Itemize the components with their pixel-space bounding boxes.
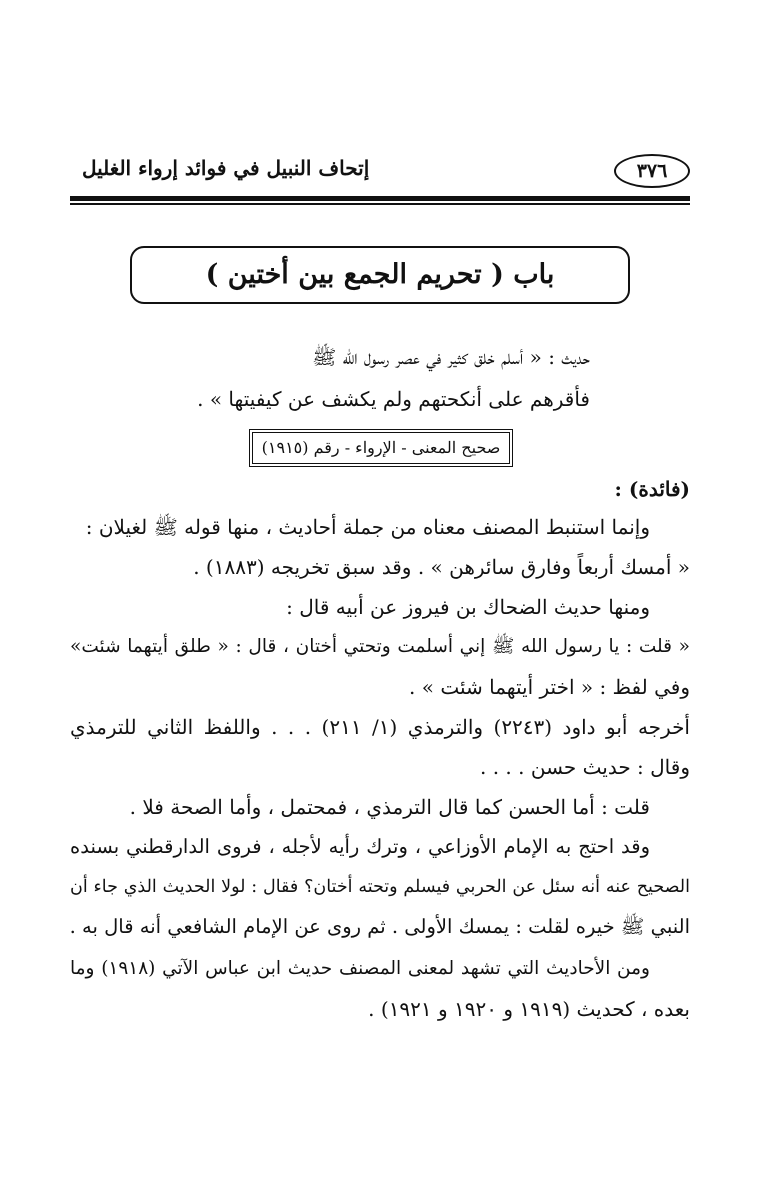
header-rule-thick	[70, 196, 690, 201]
grade-reference-box: صحيح المعنى - الإرواء - رقم (١٩١٥)	[252, 432, 510, 464]
body-line-8: قلت : أما الحسن كما قال الترمذي ، فمحتمل ، وأما الصحة فلا .	[129, 795, 650, 819]
body-line-7: وقال : حديث حسن . . . .	[479, 755, 690, 779]
body-line-12: ومن الأحاديث التي تشهد لمعنى المصنف حديث ابن عباس الآتي (١٩١٨) وما	[70, 958, 650, 979]
body-line-5: وفي لفظ : « اختر أيتهما شئت » .	[409, 675, 690, 699]
chapter-title: باب ( تحريم الجمع بين أختين )	[205, 259, 555, 290]
body-line-13: بعده ، كحديث (١٩١٩ و ١٩٢٠ و ١٩٢١) .	[368, 997, 690, 1021]
header-rule-thin	[70, 203, 690, 205]
body-line-2: « أمسك أربعاً وفارق سائرهن » . وقد سبق تخريجه (١٨٨٣) .	[193, 555, 690, 579]
faida-heading: (فائدة) :	[614, 477, 690, 501]
hadith-line-2: فأقرهم على أنكحتهم ولم يكشف عن كيفيتها » .	[197, 387, 590, 411]
body-line-10: الصحيح عنه أنه سئل عن الحربي فيسلم وتحته أختان؟ فقال : لولا الحديث الذي جاء أن	[70, 877, 690, 897]
hadith-line-1: حديث : « أسلم خلق كثير في عصر رسول الله ﷺ	[312, 345, 590, 369]
page-number: ٣٧٦	[614, 154, 690, 188]
book-title: إتحاف النبيل في فوائد إرواء الغليل	[82, 156, 370, 180]
body-line-4: « قلت : يا رسول الله ﷺ إني أسلمت وتحتي أختان ، قال : « طلق أيتهما شئت»	[70, 636, 690, 657]
page-header	[70, 150, 690, 190]
body-line-1: وإنما استنبط المصنف معناه من جملة أحاديث ، منها قوله ﷺ لغيلان :	[85, 515, 650, 539]
body-line-6: أخرجه أبو داود (٢٢٤٣) والترمذي (١/ ٢١١) . . . واللفظ الثاني للترمذي	[70, 715, 690, 739]
body-line-3: ومنها حديث الضحاك بن فيروز عن أبيه قال :	[286, 595, 650, 619]
body-line-11: النبي ﷺ خيره لقلت : يمسك الأولى . ثم روى عن الإمام الشافعي أنه قال به .	[69, 915, 690, 938]
chapter-title-box	[130, 246, 630, 304]
body-line-9: وقد احتج به الإمام الأوزاعي ، وترك رأيه لأجله ، فروى الدارقطني بسنده	[70, 835, 650, 858]
